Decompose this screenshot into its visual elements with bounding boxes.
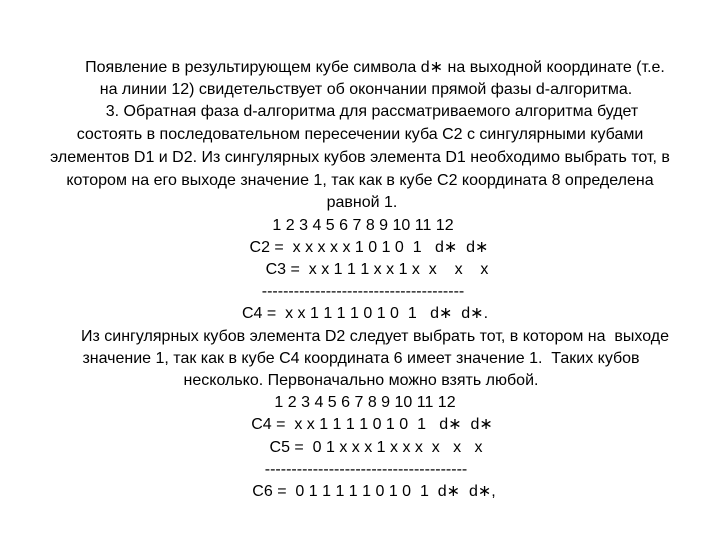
text-line-4: состоять в последовательном пересечении куба С2 с сингулярными кубами (76, 126, 644, 143)
text-line-9: значение 1, так как в кубе С4 координата 6 имеет значение 1. Таких кубов (82, 350, 640, 367)
divider-2: -------------------------------------- (264, 461, 468, 478)
text-line-8: Из сингулярных кубов элемента D2 следует выбрать тот, в котором на выходе (81, 328, 669, 345)
cube-c6-row: С6 = 0 1 1 1 1 1 0 1 0 1 d∗ d∗, (252, 483, 496, 500)
text-line-10: несколько. Первоначально можно взять любой. (183, 372, 539, 389)
cube-c4-row: С4 = x x 1 1 1 1 0 1 0 1 d∗ d∗. (241, 305, 489, 322)
cube-c5-row: С5 = 0 1 x x x 1 x x x x x x (269, 439, 483, 456)
cube-c4-row-2: С4 = x x 1 1 1 1 0 1 0 1 d∗ d∗ (251, 416, 493, 433)
column-header-2: 1 2 3 4 5 6 7 8 9 10 11 12 (274, 394, 456, 411)
text-line-1: Появление в результирующем кубе символа d∗ на выходной координате (т.е. (85, 59, 665, 76)
text-line-7: равной 1. (326, 194, 398, 211)
column-header-1: 1 2 3 4 5 6 7 8 9 10 11 12 (272, 217, 454, 234)
text-line-2: на линии 12) свидетельствует об окончании прямой фазы d-алгоритма. (99, 81, 633, 98)
text-line-6: котором на его выходе значение 1, так как в кубе С2 координата 8 определена (66, 172, 654, 189)
text-line-5: элементов D1 и D2. Из сингулярных кубов элемента D1 необходимо выбрать тот, в (50, 149, 670, 166)
cube-c3-row: С3 = x x 1 1 1 x x 1 x x x x (265, 261, 489, 278)
text-line-3: 3. Обратная фаза d-алгоритма для рассматриваемого алгоритма будет (105, 103, 639, 120)
cube-c2-row: С2 = x x x x x 1 0 1 0 1 d∗ d∗ (249, 239, 489, 256)
divider-1: -------------------------------------- (261, 283, 465, 300)
